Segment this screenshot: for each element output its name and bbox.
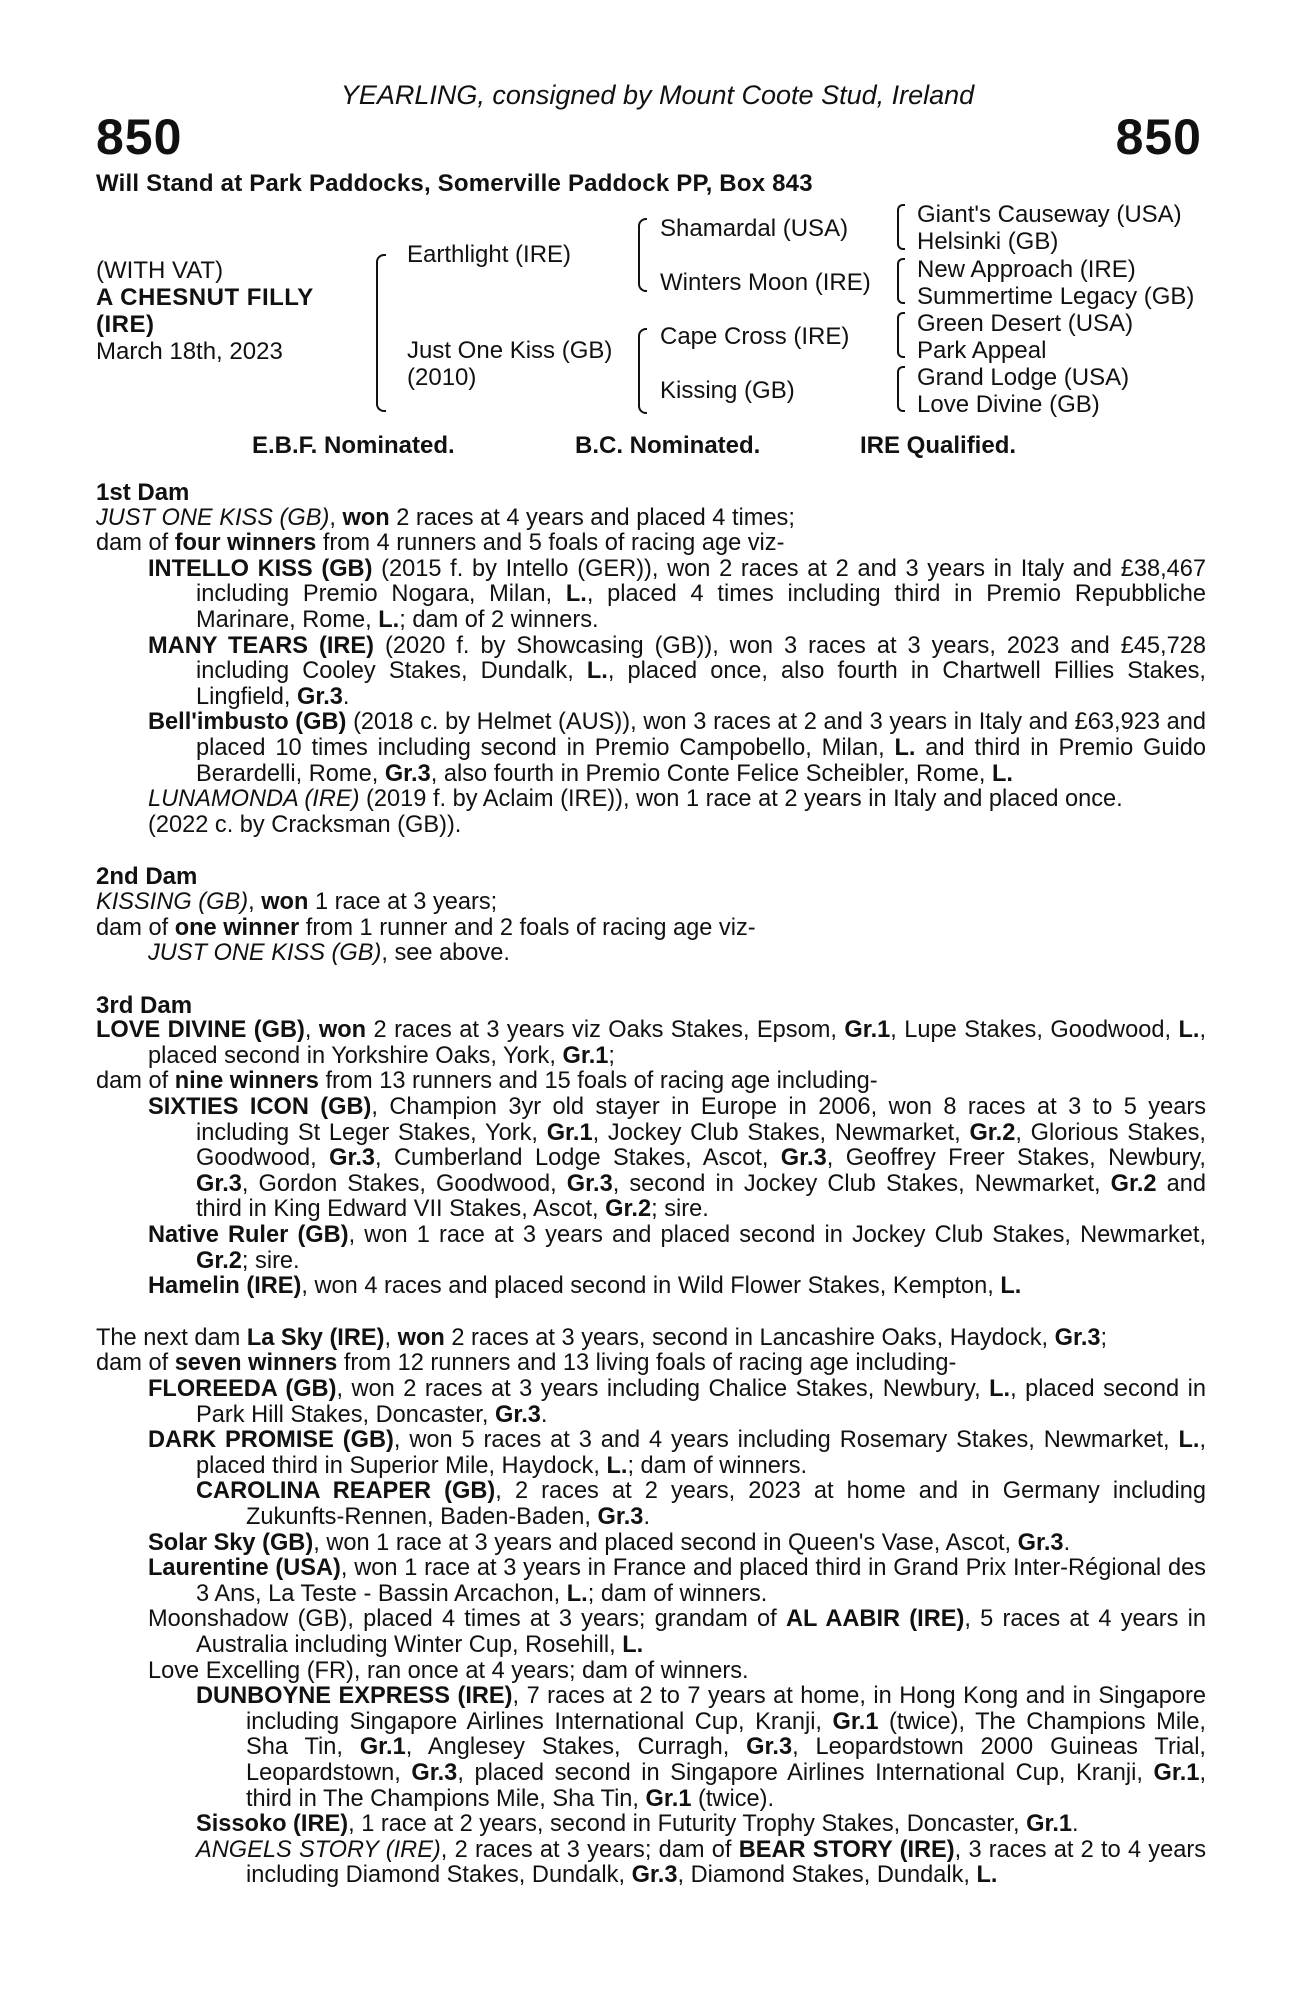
vat-note: (WITH VAT)	[96, 257, 224, 284]
produce-entry: Bell'imbusto (GB) (2018 c. by Helmet (AUS)), won 3 races at 2 and 3 years in Italy and £63,923 and placed 10 times including second in Premio Campobello, Milan, L. and third in Premio Guido Berardelli, Rome, Gr.3, also fourth in Premio Conte Felice Scheibler, Rome, L.	[148, 709, 1207, 787]
produce-entry: DUNBOYNE EXPRESS (IRE), 7 races at 2 to 7 years at home, in Hong Kong and in Singapore including Singapore Airlines International Cup, Kranji, Gr.1 (twice), The Champions Mile, Sha Tin, Gr.1, Anglesey Stakes, Curragh, Gr.3, Leopardstown 2000 Guineas Trial, Leopardstown, Gr.3, placed second in Singapore Airlines International Cup, Kranji, Gr.1, third in The Champions Mile, Sha Tin, Gr.1 (twice).	[196, 1683, 1206, 1812]
produce-entry: Moonshadow (GB), placed 4 times at 3 years; grandam of AL AABIR (IRE), 5 races at 4 years in Australia including Winter Cup, Rosehill, L.	[148, 1606, 1207, 1658]
first-dam-line: JUST ONE KISS (GB), won 2 races at 4 years and placed 4 times;	[96, 504, 795, 531]
catalogue-body	[96, 480, 1206, 1889]
third-dam-heading: 3rd Dam	[96, 991, 193, 1019]
ebf-nomination: E.B.F. Nominated.	[252, 432, 455, 459]
produce-entry: (2022 c. by Cracksman (GB)).	[148, 811, 462, 838]
bc-nomination: B.C. Nominated.	[575, 432, 761, 459]
pedigree-bracket-g3	[897, 312, 905, 358]
third-dam-line: LOVE DIVINE (GB), won 2 races at 3 years viz Oaks Stakes, Epsom, Gr.1, Lupe Stakes, Goodwood, L., placed second in Yorkshire Oaks, York, Gr.1;	[96, 1017, 1206, 1069]
produce-entry: JUST ONE KISS (GB), see above.	[148, 940, 510, 967]
foaling-date: March 18th, 2023	[96, 338, 283, 365]
third-dam-produce-summary: dam of nine winners from 13 runners and 15 foals of racing age including-	[96, 1068, 878, 1095]
pedigree-sire-sire: Shamardal (USA)	[660, 215, 849, 242]
pedigree-bracket-sire	[638, 218, 647, 292]
pedigree-bracket-g4	[897, 366, 905, 412]
produce-entry: Hamelin (IRE), won 4 races and placed second in Wild Flower Stakes, Kempton, L.	[148, 1273, 1022, 1300]
stabling-location: Will Stand at Park Paddocks, Somerville Paddock PP, Box 843	[96, 170, 813, 197]
consignment-line: YEARLING, consigned by Mount Coote Stud, Ireland	[340, 80, 975, 110]
first-dam-produce-summary: dam of four winners from 4 runners and 5 foals of racing age viz-	[96, 530, 785, 557]
pedigree-g3-5: Green Desert (USA)	[917, 310, 1134, 337]
pedigree-sire-dam: Winters Moon (IRE)	[660, 269, 871, 296]
produce-entry: CAROLINA REAPER (GB), 2 races at 2 years, 2023 at home and in Germany including Zukunfts-Rennen, Baden-Baden, Gr.3.	[196, 1478, 1206, 1530]
produce-entry: ANGELS STORY (IRE), 2 races at 3 years; dam of BEAR STORY (IRE), 3 races at 2 to 4 years including Diamond Stakes, Dundalk, Gr.3, Diamond Stakes, Dundalk, L.	[196, 1836, 1206, 1889]
produce-entry: Solar Sky (GB), won 1 race at 3 years and placed second in Queen's Vase, Ascot, Gr.3.	[148, 1529, 1071, 1556]
pedigree-bracket-g2	[897, 258, 905, 304]
second-dam-line: KISSING (GB), won 1 race at 3 years;	[96, 888, 498, 915]
produce-entry: MANY TEARS (IRE) (2020 f. by Showcasing (GB)), won 3 races at 3 years, 2023 and £45,728 including Cooley Stakes, Dundalk, L., placed once, also fourth in Chartwell Fillies Stakes, Lingfield, Gr.3.	[148, 632, 1206, 710]
ire-qualification: IRE Qualified.	[860, 432, 1017, 459]
next-dam-produce-summary: dam of seven winners from 12 runners and 13 living foals of racing age including-	[96, 1350, 957, 1377]
pedigree-g3-4: Summertime Legacy (GB)	[917, 283, 1195, 310]
lot-number-right: 850	[1115, 109, 1202, 165]
pedigree-dam: Just One Kiss (GB)	[407, 337, 613, 364]
pedigree-bracket-g1	[897, 204, 905, 250]
pedigree-bracket-gen1	[376, 254, 386, 412]
pedigree-dam-dam: Kissing (GB)	[660, 377, 795, 404]
next-dam-line: The next dam La Sky (IRE), won 2 races at 3 years, second in Lancashire Oaks, Haydock, Gr.3;	[96, 1324, 1108, 1351]
produce-entry: Native Ruler (GB), won 1 race at 3 years and placed second in Jockey Club Stakes, Newmarket, Gr.2; sire.	[148, 1222, 1206, 1274]
pedigree-g3-8: Love Divine (GB)	[917, 391, 1100, 418]
produce-entry: Sissoko (IRE), 1 race at 2 years, second in Futurity Trophy Stakes, Doncaster, Gr.1.	[196, 1811, 1079, 1838]
horse-suffix: (IRE)	[96, 311, 155, 338]
pedigree-g3-2: Helsinki (GB)	[917, 228, 1059, 255]
produce-entry: DARK PROMISE (GB), won 5 races at 3 and 4 years including Rosemary Stakes, Newmarket, L., placed third in Superior Mile, Haydock, L.; dam of winners.	[148, 1427, 1206, 1479]
pedigree-dam-year: (2010)	[407, 364, 477, 391]
second-dam-heading: 2nd Dam	[96, 863, 198, 891]
pedigree-g3-7: Grand Lodge (USA)	[917, 364, 1130, 391]
horse-name: A CHESNUT FILLY	[96, 284, 314, 311]
produce-entry: SIXTIES ICON (GB), Champion 3yr old stayer in Europe in 2006, won 8 races at 3 to 5 years including St Leger Stakes, York, Gr.1, Jockey Club Stakes, Newmarket, Gr.2, Glorious Stakes, Goodwood, Gr.3, Cumberland Lodge Stakes, Ascot, Gr.3, Geoffrey Freer Stakes, Newbury, Gr.3, Gordon Stakes, Goodwood, Gr.3, second in Jockey Club Stakes, Newmarket, Gr.2 and third in King Edward VII Stakes, Ascot, Gr.2; sire.	[148, 1094, 1206, 1223]
second-dam-produce-summary: dam of one winner from 1 runner and 2 foals of racing age viz-	[96, 914, 756, 941]
produce-entry: LUNAMONDA (IRE) (2019 f. by Aclaim (IRE)), won 1 race at 2 years in Italy and placed once.	[148, 786, 1123, 813]
pedigree-sire: Earthlight (IRE)	[407, 241, 572, 268]
produce-entry: INTELLO KISS (GB) (2015 f. by Intello (GER)), won 2 races at 2 and 3 years in Italy and £38,467 including Premio Nogara, Milan, L., placed 4 times including third in Premio Repubbliche Marinare, Rome, L.; dam of 2 winners.	[148, 555, 1207, 633]
pedigree-g3-3: New Approach (IRE)	[917, 256, 1136, 283]
pedigree-g3-1: Giant's Causeway (USA)	[917, 201, 1182, 228]
pedigree-bracket-dam	[638, 328, 647, 414]
first-dam-heading: 1st Dam	[96, 479, 190, 506]
produce-entry: Love Excelling (FR), ran once at 4 years; dam of winners.	[148, 1657, 749, 1684]
produce-entry: Laurentine (USA), won 1 race at 3 years in France and placed third in Grand Prix Inter-Régional des 3 Ans, La Teste - Bassin Arcachon, L.; dam of winners.	[148, 1555, 1206, 1607]
lot-number-left: 850	[96, 109, 183, 165]
produce-entry: FLOREEDA (GB), won 2 races at 3 years including Chalice Stakes, Newbury, L., placed second in Park Hill Stakes, Doncaster, Gr.3.	[148, 1376, 1206, 1428]
pedigree-g3-6: Park Appeal	[917, 337, 1047, 364]
pedigree-dam-sire: Cape Cross (IRE)	[660, 323, 850, 350]
